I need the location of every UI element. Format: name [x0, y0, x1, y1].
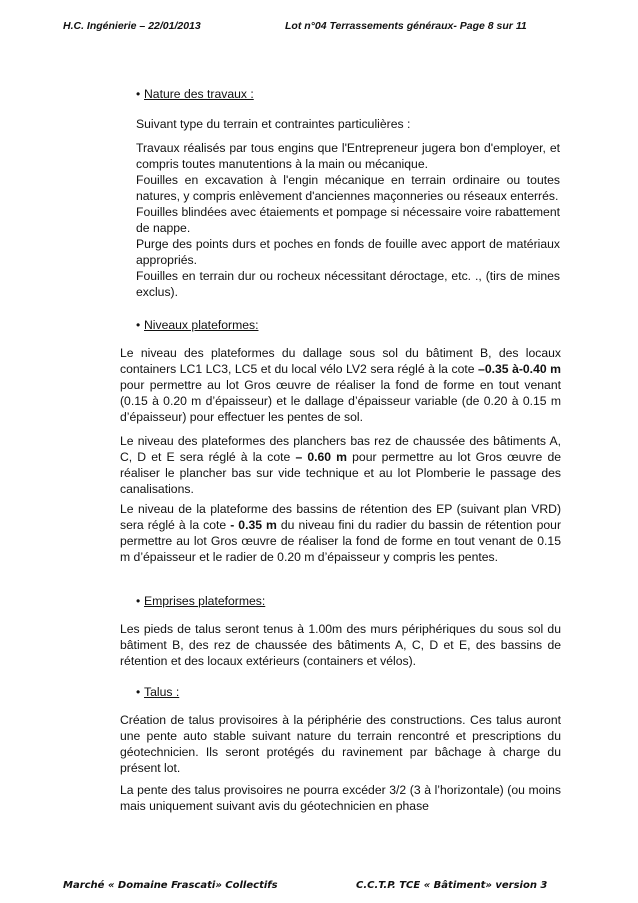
- bullet-icon: •: [136, 87, 141, 101]
- list-item: Fouilles en excavation à l'engin mécanique en terrain ordinaire ou toutes natures, y compris enlèvement d'anciennes maçonneries ou réseaux enterrés.: [136, 173, 560, 203]
- footer-right: C.C.T.P. TCE « Bâtiment» version 3: [356, 880, 548, 891]
- niveaux-paragraph-1: Le niveau des plateformes du dallage sous sol du bâtiment B, des locaux containers LC1 LC3, LC5 et du local vélo LV2 sera réglé à la cote –0.35 à-0.40 m pour permettre au lot Gros œuvre de réaliser la fond de forme en tout venant (0.15 à 0.20 m d’épaisseur) et le dallage d’épaisseur variable (de 0.20 à 0.15 m d’épaisseur) pour effectuer les pentes de sol.: [120, 346, 561, 424]
- header-right: Lot n°04 Terrassements généraux- Page 8 sur 11: [285, 20, 527, 32]
- footer-left: Marché « Domaine Frascati» Collectifs: [63, 880, 278, 891]
- nature-intro: Suivant type du terrain et contraintes particulières :: [136, 117, 411, 131]
- talus-paragraph-2: La pente des talus provisoires ne pourra excéder 3/2 (3 à l’horizontale) (ou moins mais uniquement suivant avis du géotechnicien en phase: [120, 783, 561, 813]
- list-item: Travaux réalisés par tous engins que l'Entrepreneur jugera bon d'employer, et compris toutes manutentions à la main ou mécanique.: [136, 141, 560, 171]
- talus-paragraph-1: Création de talus provisoires à la périphérie des constructions. Ces talus auront une pente auto stable suivant nature du terrain rencontré et prescriptions du géotechnicien. Ils seront protégés du ravinement par bâchage à charge du présent lot.: [120, 713, 561, 775]
- heading-label: Niveaux plateformes:: [144, 318, 259, 332]
- heading-nature: [136, 86, 254, 102]
- niveaux-paragraph-2: Le niveau des plateformes des planchers bas rez de chaussée des bâtiments A, C, D et E sera réglé à la cote – 0.60 m pour permettre au lot Gros œuvre de réaliser le plancher bas sur vide technique et au lot Plomberie le passage des canalisations.: [120, 434, 562, 496]
- niveaux-paragraph-3: Le niveau de la plateforme des bassins de rétention des EP (suivant plan VRD) sera réglé à la cote - 0.35 m du niveau fini du radier du bassin de rétention pour permettre au lot Gros œuvre de réaliser la fond de forme en tout venant de 0.15 m d’épaisseur et le radier de 0.20 m d’épaisseur y compris les pentes.: [120, 502, 561, 564]
- list-item: Fouilles en terrain dur ou rocheux nécessitant déroctage, etc. ., (tirs de mines exclus).: [136, 269, 560, 299]
- bullet-icon: •: [136, 685, 141, 699]
- nature-items: [136, 140, 560, 300]
- heading-label: Talus :: [144, 685, 180, 699]
- bullet-icon: •: [136, 318, 141, 332]
- list-item: Fouilles blindées avec étaiements et pompage si nécessaire voire rabattement de nappe.: [136, 205, 560, 235]
- heading-emprises: [136, 593, 265, 609]
- heading-label: Nature des travaux :: [144, 87, 254, 101]
- heading-niveaux: [136, 317, 258, 333]
- list-item: Purge des points durs et poches en fonds de fouille avec apport de matériaux appropriés.: [136, 237, 560, 267]
- emprises-paragraph: Les pieds de talus seront tenus à 1.00m des murs périphériques du sous sol du bâtiment B, des rez de chaussée des bâtiments A, C, D et E, des bassins de rétention et des locaux extérieurs (containers et vélos).: [120, 622, 561, 668]
- heading-label: Emprises plateformes:: [144, 594, 266, 608]
- bullet-icon: •: [136, 594, 141, 608]
- heading-talus: [136, 684, 179, 700]
- header-left: H.C. Ingénierie – 22/01/2013: [63, 20, 201, 32]
